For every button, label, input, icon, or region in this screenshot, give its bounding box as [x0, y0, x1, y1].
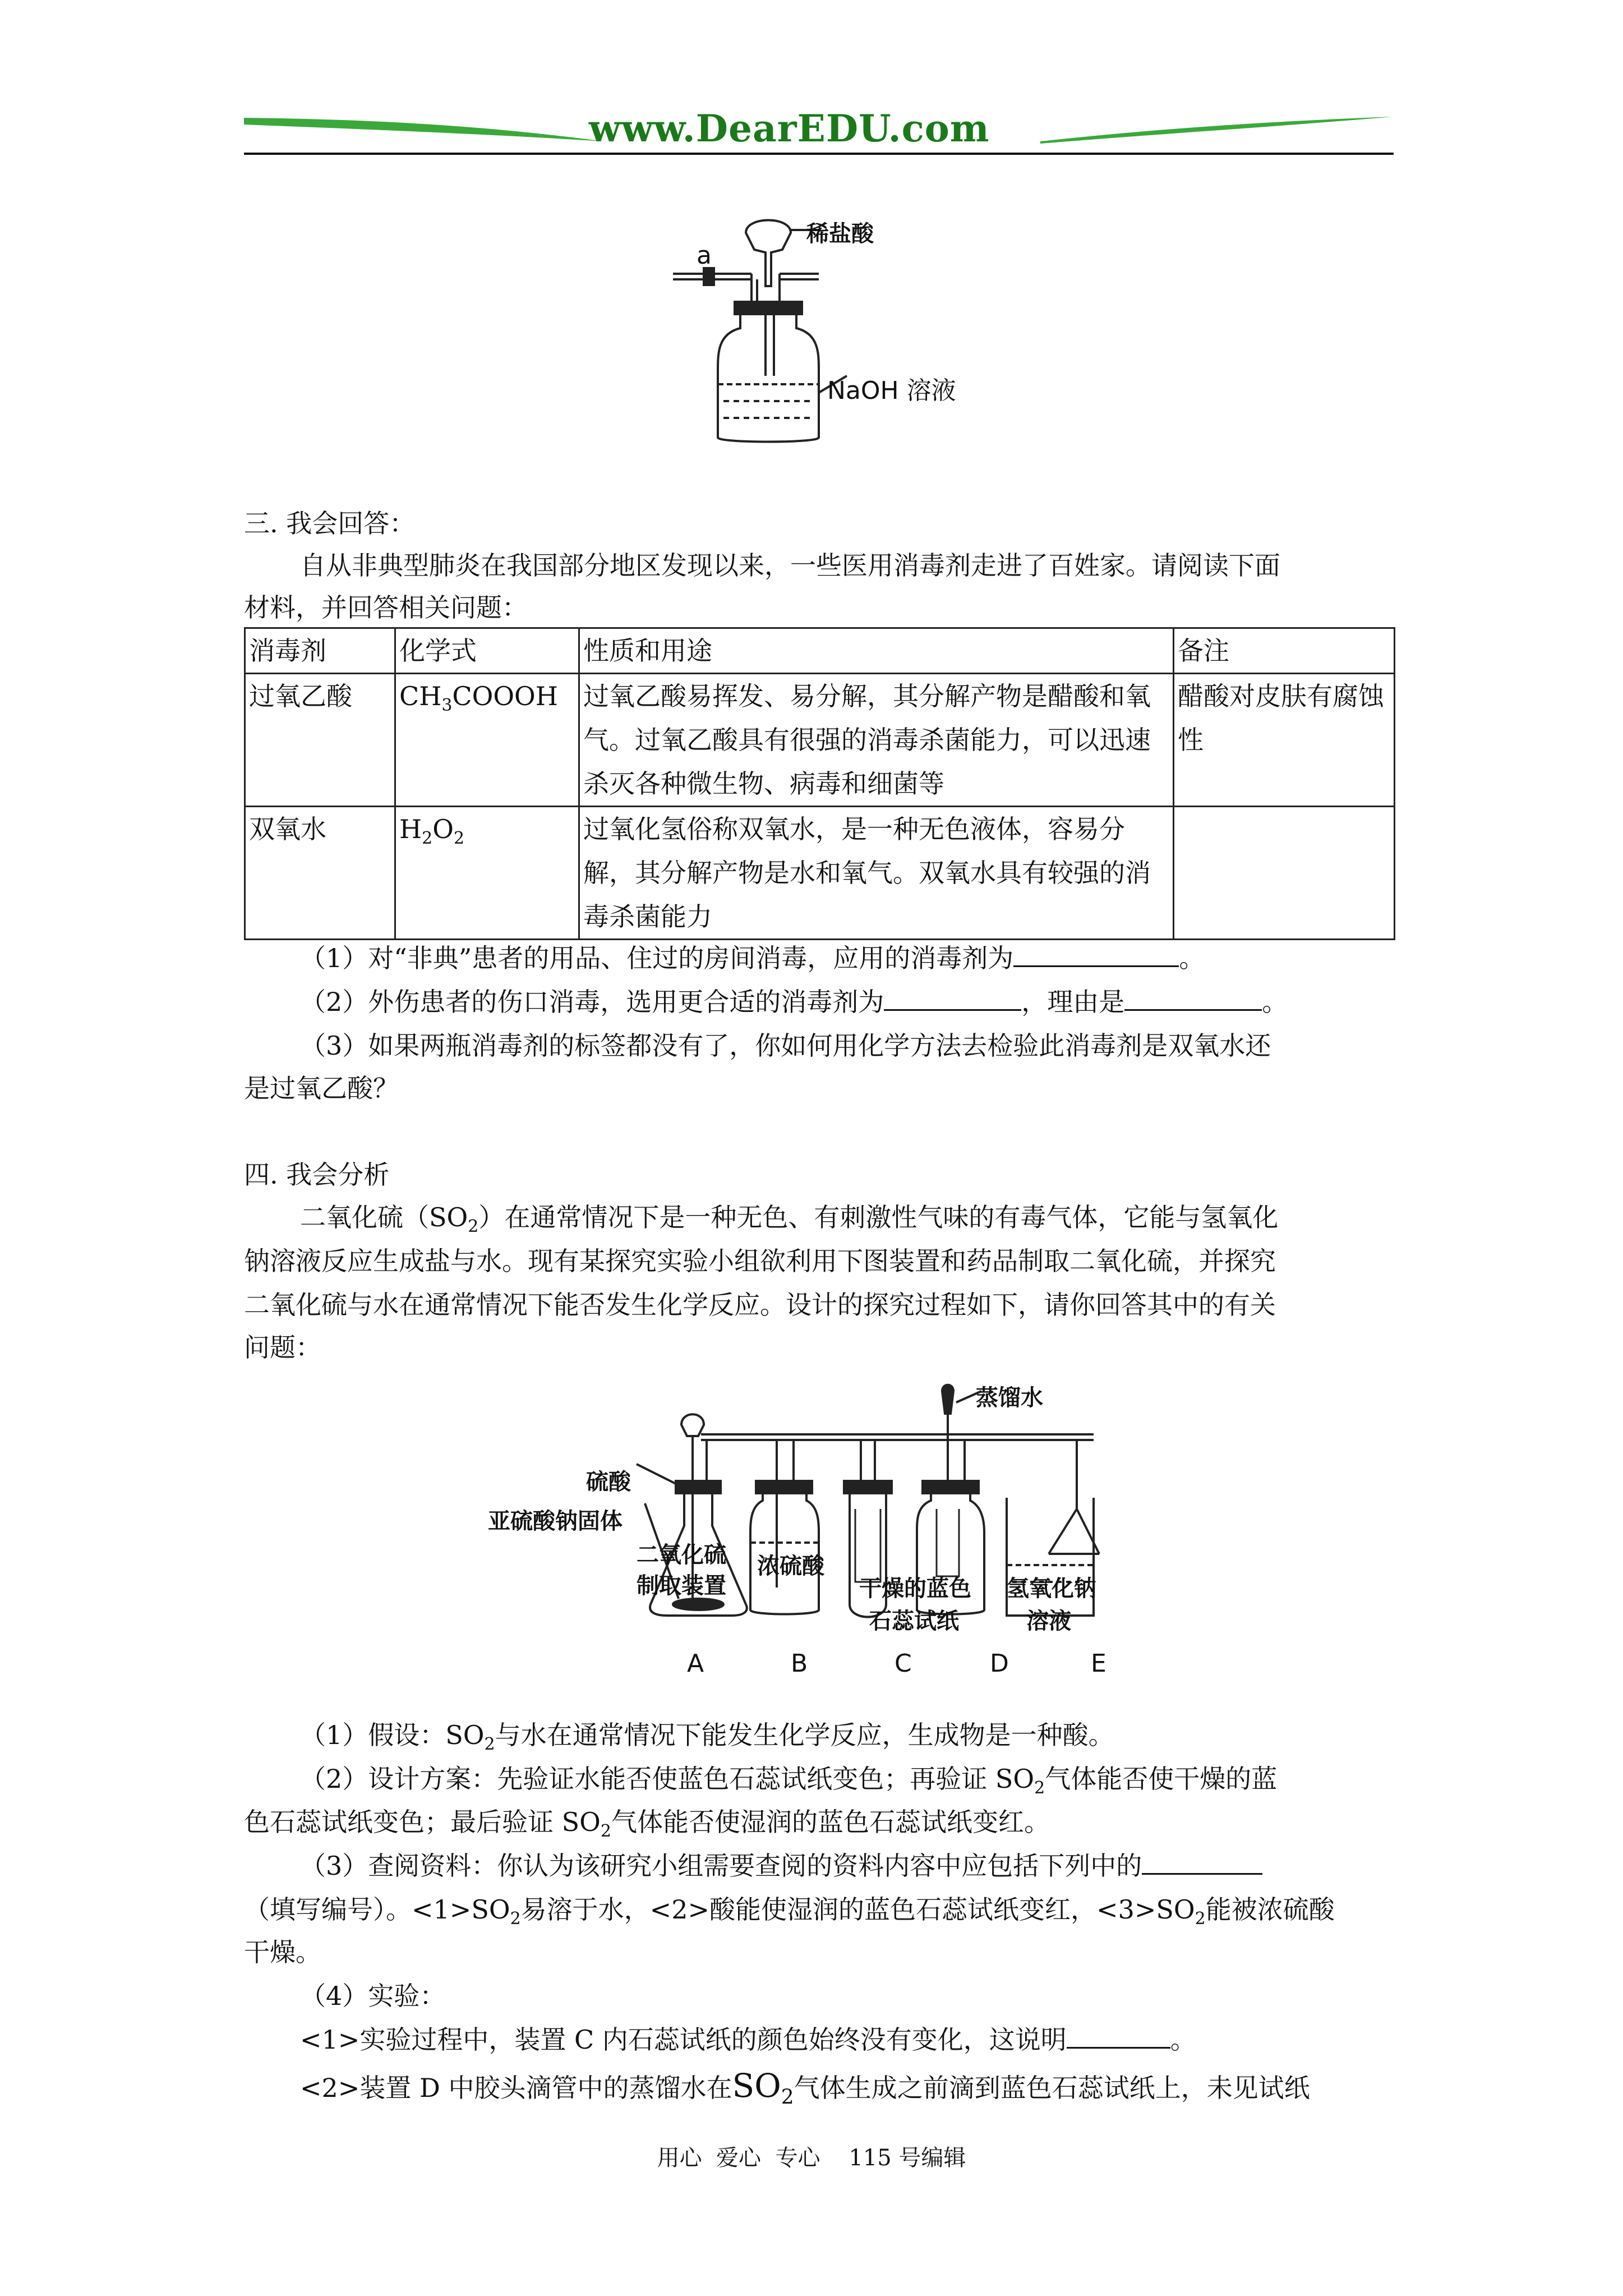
analysis-text: （3）查阅资料：你认为该研究小组需要查阅的资料内容中应包括下列中的 — [300, 1851, 1142, 1881]
table-cell-formula — [395, 807, 579, 940]
apparatus-drawing — [482, 1380, 1155, 1694]
table-cell-note — [1174, 807, 1395, 940]
analysis-text: 能被浓硫酸 — [1205, 1894, 1335, 1925]
table-header-cell: 化学式 — [395, 628, 579, 674]
site-title: www.DearEDU.com — [589, 107, 990, 150]
answer-blank[interactable] — [1013, 940, 1179, 967]
question-1 — [300, 937, 1205, 979]
analysis-text: <1>实验过程中，装置 C 内石蕊试纸的颜色始终没有变化，这说明 — [300, 2024, 1067, 2055]
page-footer: 用心 爱心 专心 115 号编辑 — [657, 2145, 966, 2171]
formula-part: O — [432, 814, 454, 844]
answer-blank[interactable] — [1142, 1847, 1262, 1875]
section4-heading: 四. 我会分析 — [244, 1159, 390, 1190]
section3-intro-line1: 自从非典型肺炎在我国部分地区发现以来，一些医用消毒剂走进了百姓家。请阅读下面 — [300, 550, 1280, 581]
label-dilute-hcl: 稀盐酸 — [806, 221, 874, 247]
figure-gas-bottle — [662, 208, 1009, 454]
caption-e-line1: 氢氧化钠 — [1007, 1576, 1096, 1602]
table-header-row — [245, 628, 1395, 674]
label-a: a — [697, 241, 712, 270]
subscript: 2 — [484, 1734, 495, 1755]
answer-blank[interactable] — [1067, 2021, 1170, 2049]
caption-e-line2: 溶液 — [1026, 1608, 1071, 1634]
question-2-text: （2）外伤患者的伤口消毒，选用更合适的消毒剂为 — [300, 987, 884, 1017]
label-sodium-sulfite: 亚硫酸钠固体 — [488, 1508, 623, 1534]
section3-intro-line2: 材料，并回答相关问题： — [244, 592, 528, 623]
analysis-text: 色石蕊试纸变色；最后验证 SO — [244, 1807, 601, 1837]
section4-intro-line3: 二氧化硫与水在通常情况下能否发生化学反应。设计的探究过程如下，请你回答其中的有关 — [244, 1290, 1276, 1320]
analysis-3-line3: 干燥。 — [244, 1937, 321, 1967]
analysis-text: 气体能否使湿润的蓝色石蕊试纸变红。 — [611, 1807, 1050, 1837]
caption-a-line2: 制取装置 — [637, 1573, 726, 1599]
apparatus-letter-a: A — [687, 1649, 704, 1678]
formula-part: SO — [732, 2067, 781, 2105]
figure-apparatus — [482, 1380, 1155, 1694]
subscript: 2 — [510, 1909, 521, 1929]
table-cell-property: 过氧化氢俗称双氧水，是一种无色液体，容易分解，其分解产物是水和氧气。双氧水具有较强的消毒杀菌能力 — [579, 807, 1174, 940]
analysis-3-line2 — [244, 1888, 1335, 1940]
analysis-3-line1 — [300, 1844, 1262, 1887]
subscript: 2 — [1034, 1778, 1045, 1798]
intro-text: 二氧化硫（SO — [300, 1202, 468, 1232]
table-header-cell: 性质和用途 — [579, 628, 1174, 674]
intro-text: ）在通常情况下是一种无色、有刺激性气味的有毒气体，它能与氢氧化 — [478, 1202, 1279, 1232]
subscript: 2 — [1195, 1909, 1206, 1929]
formula-subscript: 3 — [441, 696, 453, 716]
formula-subscript: 2 — [453, 829, 465, 849]
question-1-text: （1）对“非典”患者的用品、住过的房间消毒，应用的消毒剂为 — [300, 943, 1014, 973]
apparatus-letter-c: C — [895, 1649, 912, 1678]
caption-b: 浓硫酸 — [757, 1553, 824, 1579]
formula-subscript: 2 — [422, 829, 433, 849]
formula-part: CH — [399, 681, 442, 711]
analysis-text: <2>装置 D 中胶头滴管中的蒸馏水在 — [300, 2073, 732, 2103]
question-2 — [300, 981, 1288, 1023]
answer-blank[interactable] — [1124, 983, 1262, 1011]
label-distilled-water: 蒸馏水 — [976, 1385, 1043, 1411]
table-cell-name: 双氧水 — [245, 807, 395, 940]
table-header-cell: 备注 — [1174, 628, 1395, 674]
label-naoh-solution: NaOH 溶液 — [827, 376, 956, 405]
formula-part: H — [399, 814, 422, 844]
table-cell-note: 醋酸对皮肤有腐蚀性 — [1174, 674, 1395, 807]
header-swoosh-right — [1040, 112, 1394, 146]
header-swoosh-left — [244, 112, 603, 146]
header-rule — [244, 153, 1394, 155]
subscript: 2 — [600, 1821, 611, 1842]
answer-blank[interactable] — [884, 983, 1021, 1011]
table-cell-property: 过氧乙酸易挥发、易分解，其分解产物是醋酸和氧气。过氧乙酸具有很强的消毒杀菌能力，可以迅速杀灭各种微生物、病毒和细菌等 — [579, 674, 1174, 807]
question-3-line2: 是过氧乙酸？ — [244, 1073, 399, 1103]
apparatus-letter-b: B — [791, 1649, 808, 1678]
section4-intro-line2: 钠溶液反应生成盐与水。现有某探究实验小组欲利用下图装置和药品制取二氧化硫，并探究 — [244, 1246, 1276, 1276]
analysis-text: （2）设计方案：先验证水能否使蓝色石蕊试纸变色；再验证 SO — [300, 1764, 1035, 1794]
analysis-text: 气体生成之前滴到蓝色石蕊试纸上，未见试纸 — [794, 2073, 1310, 2103]
subscript: 2 — [781, 2086, 794, 2109]
label-sulfuric-acid: 硫酸 — [586, 1469, 631, 1495]
analysis-text: 气体能否使干燥的蓝 — [1045, 1764, 1278, 1794]
caption-a-line1: 二氧化硫 — [637, 1542, 726, 1568]
formula-part: COOOH — [452, 681, 558, 711]
page-header — [244, 101, 1394, 163]
question-2-mid: ，理由是 — [1021, 987, 1125, 1017]
question-1-end: 。 — [1179, 943, 1205, 973]
analysis-text: 。 — [1170, 2024, 1196, 2055]
disinfectant-table — [244, 627, 1395, 940]
analysis-6 — [300, 2064, 1310, 2119]
question-3-line1: （3）如果两瓶消毒剂的标签都没有了，你如何用化学方法去检验此消毒剂是双氧水还 — [300, 1030, 1271, 1061]
analysis-text: 易溶于水，<2>酸能使湿润的蓝色石蕊试纸变红，<3>SO — [520, 1894, 1195, 1925]
analysis-text: （填写编号）。<1>SO — [244, 1894, 510, 1925]
analysis-text: （1）假设：SO — [300, 1720, 485, 1750]
question-2-end: 。 — [1262, 987, 1288, 1017]
section4-intro-line4: 问题： — [244, 1332, 321, 1363]
table-header-cell: 消毒剂 — [245, 628, 395, 674]
table-row — [245, 674, 1395, 807]
apparatus-letter-d: D — [990, 1649, 1009, 1678]
table-cell-formula — [395, 674, 579, 807]
analysis-text: 与水在通常情况下能发生化学反应，生成物是一种酸。 — [495, 1720, 1114, 1750]
apparatus-letter-e: E — [1091, 1649, 1106, 1678]
table-row — [245, 807, 1395, 940]
subscript: 2 — [468, 1217, 479, 1237]
formula-so2 — [732, 2067, 794, 2109]
analysis-4: （4）实验： — [300, 1981, 446, 2011]
analysis-5 — [300, 2018, 1196, 2061]
table-cell-name: 过氧乙酸 — [245, 674, 395, 807]
section3-heading: 三. 我会回答： — [244, 508, 416, 539]
caption-cd-line2: 石蕊试纸 — [869, 1608, 959, 1634]
caption-cd-line1: 干燥的蓝色 — [859, 1576, 971, 1602]
